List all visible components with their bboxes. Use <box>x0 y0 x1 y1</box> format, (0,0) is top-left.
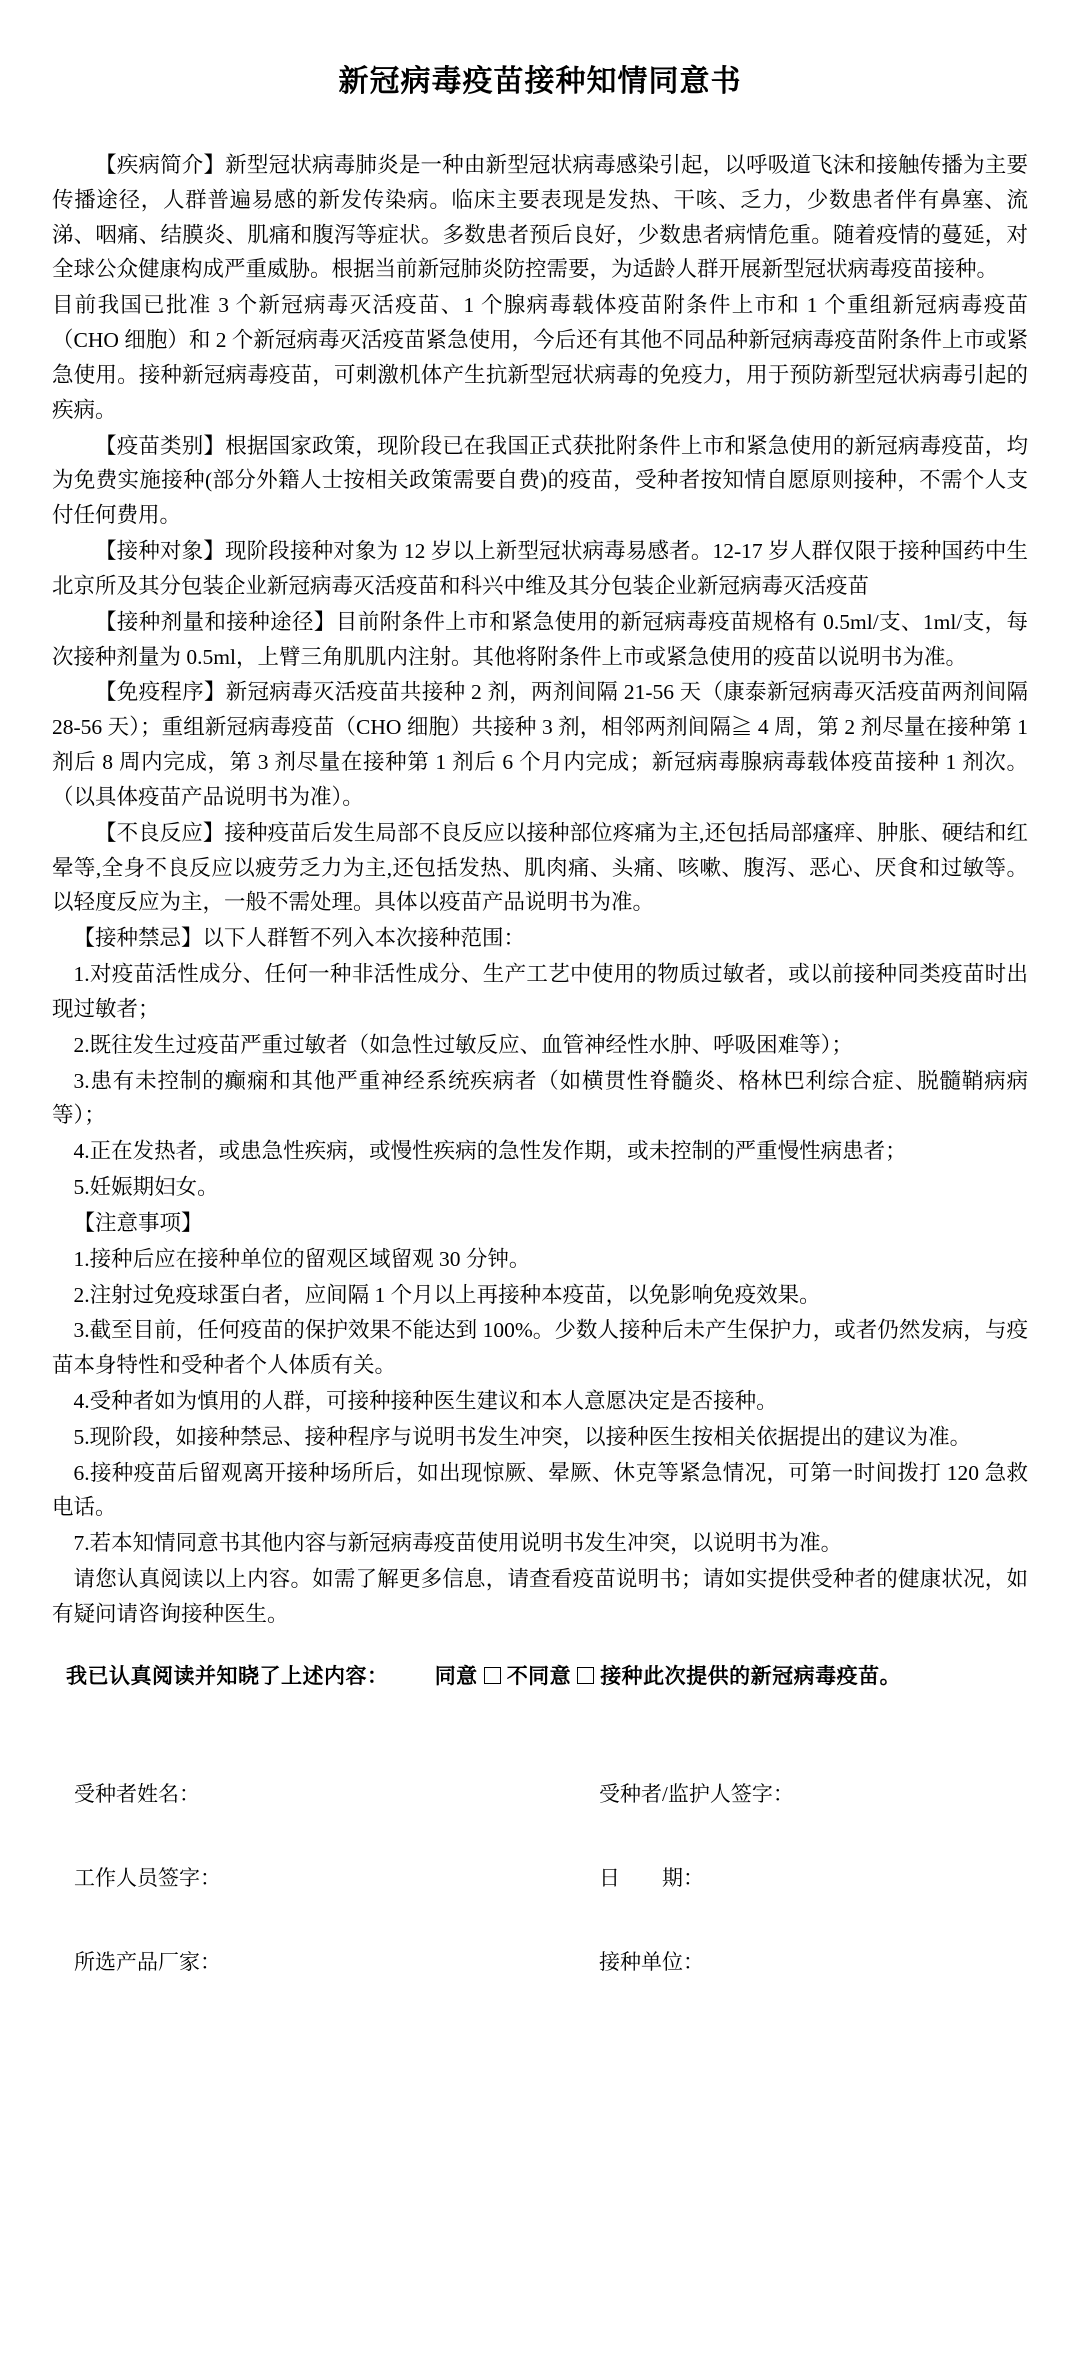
note-item: 5.现阶段，如接种禁忌、接种程序与说明书发生冲突，以接种医生按相关依据提出的建议为准。 <box>73 1424 972 1449</box>
paragraph-dose-and-route: 【接种剂量和接种途径】目前附条件上市和紧急使用的新冠病毒疫苗规格有 0.5ml/支、1ml/支，每次接种剂量为 0.5ml，上臂三角肌肌内注射。其他将附条件上市或紧急使用的疫苗以说明书为准。 <box>52 609 1028 669</box>
consent-statement <box>52 1660 1028 1690</box>
contraindications-heading: 【接种禁忌】以下人群暂不列入本次接种范围： <box>73 926 526 951</box>
contraindication-item: 4.正在发热者，或患急性疾病，或慢性疾病的急性发作期，或未控制的严重慢性病患者； <box>73 1139 907 1164</box>
consent-suffix: 接种此次提供的新冠病毒疫苗。 <box>600 1664 902 1688</box>
recipient-guardian-signature-field[interactable]: 受种者/监护人签字： <box>599 1781 794 1806</box>
signature-row <box>74 1946 1028 1976</box>
consent-prefix: 我已认真阅读并知晓了上述内容： <box>66 1664 389 1688</box>
consent-agree-label: 同意 <box>434 1664 478 1688</box>
contraindication-item: 1.对疫苗活性成分、任何一种非活性成分、生产工艺中使用的物质过敏者，或以前接种同类疫苗时出现过敏者； <box>52 962 1028 1021</box>
staff-signature-field[interactable]: 工作人员签字： <box>74 1865 221 1890</box>
notes-heading: 【注意事项】 <box>73 1210 203 1235</box>
consent-disagree-label: 不同意 <box>506 1664 572 1688</box>
paragraph-disease-intro: 【疾病简介】新型冠状病毒肺炎是一种由新型冠状病毒感染引起，以呼吸道飞沫和接触传播为主要传播途径，人群普遍易感的新发传染病。临床主要表现是发热、干咳、乏力，少数患者伴有鼻塞、流涕、咽痛、结膜炎、肌痛和腹泻等症状。多数患者预后良好，少数患者病情危重。随着疫情的蔓延，对全球公众健康构成严重威胁。根据当前新冠肺炎防控需要，为适龄人群开展新型冠状病毒疫苗接种。 <box>52 153 1028 282</box>
note-item: 2.注射过免疫球蛋白者，应间隔 1 个月以上再接种本疫苗，以免影响免疫效果。 <box>73 1282 821 1307</box>
note-item: 6.接种疫苗后留观离开接种场所后，如出现惊厥、晕厥、休克等紧急情况，可第一时间拨打 120 急救电话。 <box>52 1460 1028 1520</box>
date-field[interactable]: 日 期： <box>599 1865 704 1890</box>
agree-checkbox[interactable] <box>484 1667 501 1684</box>
paragraph-adverse-reactions: 【不良反应】接种疫苗后发生局部不良反应以接种部位疼痛为主,还包括局部瘙痒、肿胀、硬结和红晕等,全身不良反应以疲劳乏力为主,还包括发热、肌肉痛、头痛、咳嗽、腹泻、恶心、厌食和过敏等。以轻度反应为主，一般不需处理。具体以疫苗产品说明书为准。 <box>52 820 1028 915</box>
paragraph-immunization-schedule: 【免疫程序】新冠病毒灭活疫苗共接种 2 剂，两剂间隔 21-56 天（康泰新冠病毒灭活疫苗两剂间隔 28-56 天）；重组新冠病毒疫苗（CHO 细胞）共接种 3 剂，相邻两剂间隔≧ 4 周，第 2 剂尽量在接种第 1 剂后 8 周内完成，第 3 剂尽量在接种第 1 剂后 6 个月内完成；新冠病毒腺病毒载体疫苗接种 1 剂次。（以具体疫苗产品说明书为准）。 <box>52 680 1028 809</box>
note-item: 7.若本知情同意书其他内容与新冠病毒疫苗使用说明书发生冲突，以说明书为准。 <box>73 1531 843 1556</box>
note-item: 4.受种者如为慎用的人群，可接种接种医生建议和本人意愿决定是否接种。 <box>73 1388 778 1413</box>
paragraph-approved-vaccines: 目前我国已批准 3 个新冠病毒灭活疫苗、1 个腺病毒载体疫苗附条件上市和 1 个重组新冠病毒疫苗（CHO 细胞）和 2 个新冠病毒灭活疫苗紧急使用，今后还有其他不同品种新冠病毒疫苗附条件上市或紧急使用。接种新冠病毒疫苗，可刺激机体产生抗新型冠状病毒的免疫力，用于预防新型冠状病毒引起的疾病。 <box>52 293 1028 422</box>
contraindication-item: 3.患有未控制的癫痫和其他严重神经系统疾病者（如横贯性脊髓炎、格林巴利综合症、脱髓鞘病病等）； <box>52 1068 1028 1128</box>
page-title: 新冠病毒疫苗接种知情同意书 <box>338 65 742 98</box>
paragraph-target-population: 【接种对象】现阶段接种对象为 12 岁以上新型冠状病毒易感者。12-17 岁人群仅限于接种国药中生北京所及其分包装企业新冠病毒灭活疫苗和科兴中维及其分包装企业新冠病毒灭活疫苗 <box>52 539 1028 598</box>
contraindication-item: 5.妊娠期妇女。 <box>73 1175 219 1200</box>
paragraph-vaccine-category: 【疫苗类别】根据国家政策，现阶段已在我国正式获批附条件上市和紧急使用的新冠病毒疫苗，均为免费实施接种(部分外籍人士按相关政策需要自费)的疫苗，受种者按知情自愿原则接种，不需个人支付任何费用。 <box>52 433 1028 528</box>
product-manufacturer-field[interactable]: 所选产品厂家： <box>74 1949 221 1974</box>
signature-row <box>74 1778 1028 1808</box>
recipient-name-field[interactable]: 受种者姓名： <box>74 1781 200 1806</box>
note-item: 3.截至目前，任何疫苗的保护效果不能达到 100%。少数人接种后未产生保护力，或者仍然发病，与疫苗本身特性和受种者个人体质有关。 <box>52 1318 1028 1378</box>
signature-row <box>74 1862 1028 1892</box>
signature-area <box>52 1778 1028 1976</box>
vaccination-unit-field[interactable]: 接种单位： <box>599 1949 704 1974</box>
disagree-checkbox[interactable] <box>577 1667 594 1684</box>
contraindication-item: 2.既往发生过疫苗严重过敏者（如急性过敏反应、血管神经性水肿、呼吸困难等）； <box>73 1032 853 1057</box>
document-body <box>52 148 1028 1632</box>
note-item: 1.接种后应在接种单位的留观区域留观 30 分钟。 <box>73 1246 531 1271</box>
closing-statement: 请您认真阅读以上内容。如需了解更多信息，请查看疫苗说明书；请如实提供受种者的健康状况，如有疑问请咨询接种医生。 <box>52 1567 1028 1626</box>
